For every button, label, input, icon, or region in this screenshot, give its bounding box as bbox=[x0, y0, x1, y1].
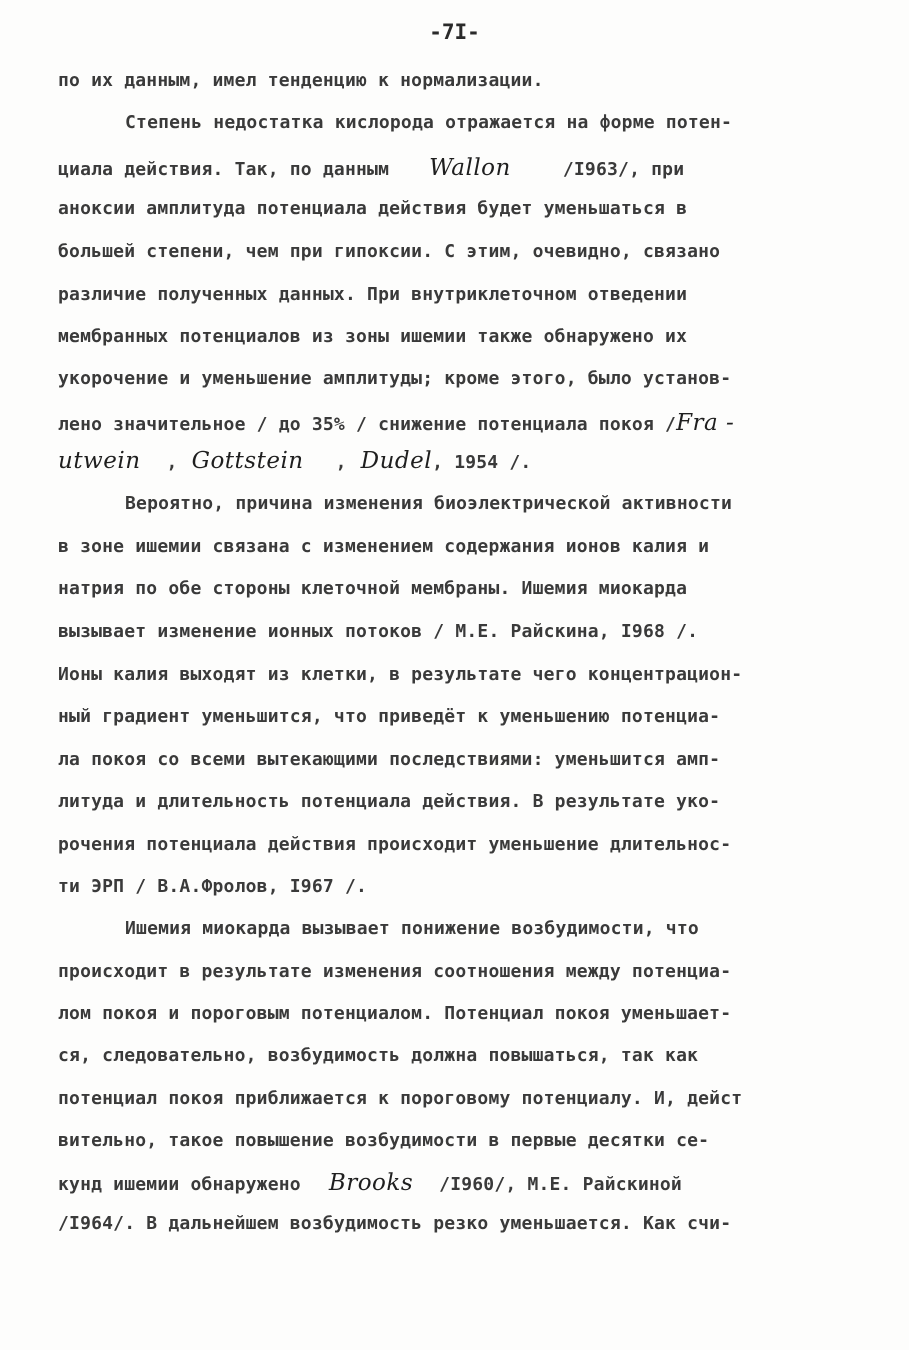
text-segment: , bbox=[166, 452, 178, 473]
text-line: в зоне ишемии связана с изменением содержания ионов калия и bbox=[58, 536, 710, 557]
text-segment: , bbox=[335, 452, 347, 473]
text-line: литуда и длительность потенциала действия. В результате уко- bbox=[58, 791, 721, 812]
text-line: лом покоя и пороговым потенциалом. Потенциал покоя уменьшает- bbox=[58, 1003, 732, 1024]
handwritten-author: Fra - bbox=[676, 410, 735, 436]
text-line: натрия по обе стороны клеточной мембраны. Ишемия миокарда bbox=[58, 578, 688, 599]
text-segment: /I960/, М.Е. Райскиной bbox=[439, 1174, 682, 1195]
text-line: /I964/. В дальнейшем возбудимость резко уменьшается. Как счи- bbox=[58, 1213, 732, 1234]
text-line: Ионы калия выходят из клетки, в результате чего концентрацион- bbox=[58, 664, 743, 685]
text-line: укорочение и уменьшение амплитуды; кроме этого, было установ- bbox=[58, 368, 732, 389]
text-line: потенциал покоя приближается к пороговому потенциалу. И, дейст bbox=[58, 1088, 743, 1109]
text-line: Ишемия миокарда вызывает понижение возбудимости, что bbox=[125, 918, 699, 939]
text-line: различие полученных данных. При внутриклеточном отведении bbox=[58, 284, 688, 305]
handwritten-author: utwein bbox=[58, 448, 141, 474]
handwritten-author: Dudel bbox=[360, 448, 433, 474]
text-segment: циала действия. Так, по данным bbox=[58, 159, 390, 180]
handwritten-author: Wallon bbox=[429, 155, 511, 181]
text-line bbox=[58, 1170, 682, 1196]
text-line: вительно, такое повышение возбудимости в первые десятки се- bbox=[58, 1130, 710, 1151]
text-line: большей степени, чем при гипоксии. С этим, очевидно, связано bbox=[58, 241, 721, 262]
text-line: происходит в результате изменения соотношения между потенциа- bbox=[58, 961, 732, 982]
page-number: -7I- bbox=[429, 20, 480, 44]
text-line: ла покоя со всеми вытекающими последствиями: уменьшится амп- bbox=[58, 749, 721, 770]
text-line: вызывает изменение ионных потоков / М.Е. Райскина, I968 /. bbox=[58, 621, 699, 642]
text-segment: кунд ишемии обнаружено bbox=[58, 1174, 301, 1195]
handwritten-author: Gottstein bbox=[191, 448, 304, 474]
text-line: ти ЭРП / В.А.Фролов, I967 /. bbox=[58, 876, 368, 897]
text-line bbox=[58, 155, 684, 181]
text-line: аноксии амплитуда потенциала действия будет уменьшаться в bbox=[58, 198, 688, 219]
text-line: Степень недостатка кислорода отражается на форме потен- bbox=[125, 112, 733, 133]
text-line: мембранных потенциалов из зоны ишемии также обнаружено их bbox=[58, 326, 688, 347]
text-line: рочения потенциала действия происходит уменьшение длительнос- bbox=[58, 834, 732, 855]
text-line: ный градиент уменьшится, что приведёт к уменьшению потенциа- bbox=[58, 706, 721, 727]
text-line: Вероятно, причина изменения биоэлектрической активности bbox=[125, 493, 733, 514]
text-segment: /I963/, при bbox=[562, 159, 685, 180]
text-line bbox=[58, 448, 531, 474]
text-line: по их данным, имел тенденцию к нормализации. bbox=[58, 70, 544, 91]
text-segment: , 1954 /. bbox=[432, 452, 532, 473]
handwritten-author: Brooks bbox=[328, 1170, 414, 1196]
text-line bbox=[58, 410, 734, 436]
text-segment: лено значительное / до 35% / снижение потенциала покоя / bbox=[58, 414, 677, 435]
text-line: ся, следовательно, возбудимость должна повышаться, так как bbox=[58, 1045, 699, 1066]
